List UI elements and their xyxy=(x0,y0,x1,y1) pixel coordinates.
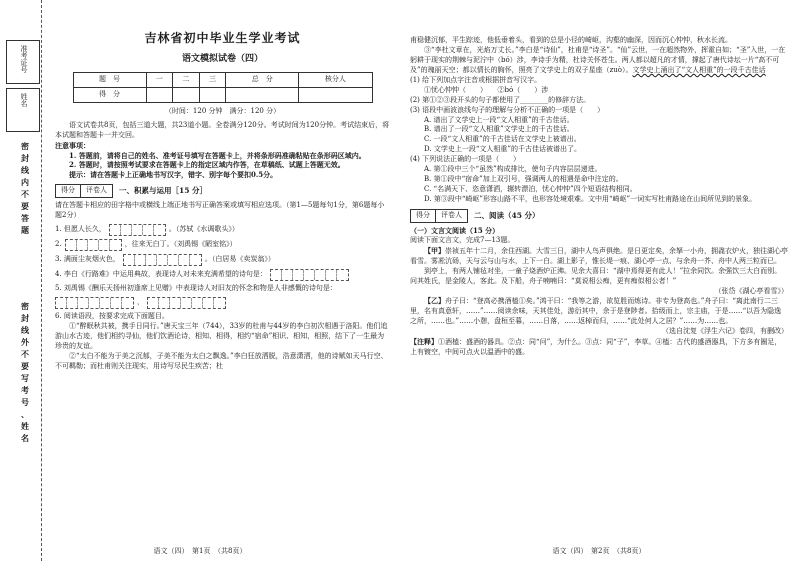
passage-jia-2: 到亭上，有两人铺毡对坐，一童子烧酒炉正沸。见余大喜曰：“湖中焉得更有此人！”拉余同饮。余强饮三大白而别。问其姓氏，是金陵人，客此。及下船，舟子喃喃曰：“莫说相公痴，更有痴似相公者！” xyxy=(410,266,782,285)
score-header-cell: 三 xyxy=(199,72,226,87)
answer-grid[interactable] xyxy=(123,254,202,266)
score-cell[interactable] xyxy=(146,87,173,102)
answer-grid[interactable] xyxy=(55,297,134,309)
score-cell[interactable] xyxy=(299,87,372,102)
question-text: 1. 但愿人长久， xyxy=(55,225,106,234)
notes-label: 【注释】 xyxy=(410,337,438,347)
section-2-header xyxy=(410,209,788,223)
exam-id-box xyxy=(6,40,40,84)
option-b[interactable]: B. 第①段中“宿命”加上双引号，强调两人的相遇是命中注定的。 xyxy=(424,175,623,184)
passage-text: 舟子曰：“登高必携酒榼①矣。”鸿干曰：“我等之游，欲览胜而炼诗。非专为登高也。”舟子曰：“离此南行二三里，名有真意轩，……”……阅读余味，天其佳处，游衍其中，余于是登陟者。拾级而上，宗主庙，于是……“以吾为隐逸之所，……也。”……小憩，盘桓至暮，……日落，……返棹而归，……“此处何人之居？”……为……也。 xyxy=(410,297,782,326)
exam-time: （时间：120 分钟 满分：120 分） xyxy=(164,106,281,115)
passage-source: （张岱《湖心亭看雪》） xyxy=(714,286,788,295)
notice-title: 注意事项： xyxy=(55,140,90,150)
passage-yi xyxy=(410,296,788,327)
question-6-4: (4) 下列说法正确的一项是（ ） xyxy=(410,155,521,164)
exam-subtitle: 语文模拟试卷（四） xyxy=(181,54,263,65)
question-text: 4. 李白《行路难》中运用典故，表现诗人对未来充满希望的诗句是： xyxy=(55,270,267,279)
score-header-cell: 总 分 xyxy=(226,72,299,87)
passage-para-2-cont: 甫稳健沉郁，平生踪迹，他低垂着头，看到的总是小径的崎岖，沟壑的幽深，因而沉心忡忡，秋水长流。 xyxy=(410,36,732,44)
question-source: 。（白居易《卖炭翁》） xyxy=(204,255,275,264)
section-1-title: 一、积累与运用［15 分］ xyxy=(119,186,208,195)
section-1-desc: 请在答题卡相应的田字格中或横线上端正地书写正确答案或填写相应选项。（第1—5题每句1分，第6题每小题2分） xyxy=(55,201,385,220)
passage-para-3 xyxy=(410,46,788,76)
score-header-cell: 一 xyxy=(146,72,173,87)
score-row-label: 得 分 xyxy=(73,87,146,102)
passage-para-1: ①“醉眠秋共被，携手日同行。”唐天宝三年（744），33岁的杜甫与44岁的李白初次相遇于洛阳。他们追游山水古迹，他们相约寻仙，他们饮酒论诗，相知、相得，相约“宿命”相识、相知，相照，结下了一生最为珍贵的友谊。 xyxy=(55,322,388,350)
passage-para-2: ②“太白不能为于美之沉郁，子美不能为太白之飘逸。”李白狂放洒脱，浩意潇洒，他的诗赋如天马行空、不可羁勒；而杜甫则关注现实，用诗写尽民生疾苦；杜 xyxy=(55,351,388,370)
score-table xyxy=(73,72,373,103)
score-header-cell: 核分人 xyxy=(299,72,372,87)
question-text: 3. 满面尘灰烟火色， xyxy=(55,255,120,264)
passage-jia xyxy=(410,246,788,267)
subsection-desc: 阅读下面文言文，完成7—13题。 xyxy=(410,235,515,244)
question-3 xyxy=(55,254,390,266)
notice-item: 2. 答题时，请按照考试要求在答题卡上的指定区域内作答，在草稿纸、试题上答题无效。 xyxy=(69,160,345,170)
question-6-1-items: ①忧心忡忡（ ） ②bó（ ）涉 xyxy=(424,85,549,94)
exam-id-label: 准考证号 xyxy=(19,45,28,73)
score-cell[interactable] xyxy=(199,87,226,102)
score-header-cell: 题 号 xyxy=(73,72,146,87)
passage-label: 【乙】 xyxy=(424,296,445,306)
answer-grid[interactable] xyxy=(147,297,226,309)
score-box-label: 得分 xyxy=(411,210,436,222)
option-a[interactable]: A. 第①段中三个“虽然”构成排比，使句子内容层层递进。 xyxy=(424,165,602,174)
question-6-2: (2) 第①②③段开头的句子都使用了________的修辞方法。 xyxy=(410,95,591,104)
grader-box xyxy=(55,184,113,198)
notes-text: ①酒榼：盛酒的器具。②点：同“问”，为什么。③点：同“子”，李草。④榼：古代的盛酒器具，下方多有圈足，上有镀空，中间可点火以温酒中的盛。 xyxy=(410,338,782,357)
name-label: 姓名 xyxy=(19,93,28,107)
score-cell[interactable] xyxy=(173,87,200,102)
question-source: 。（苏轼《水调歌头》） xyxy=(168,225,239,234)
left-content xyxy=(55,30,390,372)
name-box xyxy=(6,88,40,132)
wavy-sentence: 文学史上涌出了“文人相重”的一段千古佳话 xyxy=(632,65,766,74)
option-d[interactable]: D. 文学史上一段“文人相重”的千古佳话被谱出了。 xyxy=(424,145,581,154)
option-c[interactable]: C. “名满天下、恣意潇洒，辗转漂泊，忧心忡忡”四个短语结构相同。 xyxy=(424,185,637,194)
seal-line xyxy=(41,0,42,561)
grader-box-label: 评卷人 xyxy=(441,210,462,219)
question-6: 6. 阅读语段，按要求完成下面题目。 xyxy=(55,312,169,321)
notice-item: 1. 答题前，请将自己的姓名、准考证号填写在答题卡上，并将条形码准确粘贴在条形码区域内。 xyxy=(69,150,366,160)
question-text: ，往来无白丁。（刘禹锡《陋室铭》） xyxy=(124,240,237,249)
seal-warning-inner: 密 封 线 内 不 要 答 题 xyxy=(21,141,29,235)
section-1-header xyxy=(55,184,390,198)
question-6-3: (3) 语段中画波浪线句子的理解与分析不正确的一项是（ ） xyxy=(410,105,605,114)
notes xyxy=(410,337,788,358)
right-content xyxy=(410,36,788,358)
passage-text: ③“李杜文章在，光焰万丈长。”李白是“诗仙”，杜甫是“诗圣”。“仙”云世，一在超然物外，挥霍自如；“圣”入世，一在躬耕于现实的荆棘与泥泞中（bó）涉，李诗手为精，杜诗关怀苍生。两人都以超凡的才情，撑起了唐代诗坛一片“高不可及”的瑰丽天空；都以情长的胸怀，照亮了文学史上的双子星座（zuò）。 xyxy=(410,45,786,74)
question-5-grid: ， xyxy=(55,297,390,309)
option-c[interactable]: C. 一段“文人相重”的千古佳话在文学史上被谱出。 xyxy=(424,135,581,144)
question-4 xyxy=(55,269,390,281)
seal-warning-outer: 密 封 线 外 不 要 写 考 号 、 姓 名 xyxy=(21,301,29,443)
score-cell[interactable] xyxy=(226,87,299,102)
question-1 xyxy=(55,224,390,236)
grader-box-label: 评卷人 xyxy=(86,186,107,195)
section-2-title: 二、阅读（45 分） xyxy=(474,210,540,220)
answer-grid[interactable] xyxy=(270,269,349,281)
option-a[interactable]: A. 谱出了文学史上一段“文人相重”的千古佳话。 xyxy=(424,115,574,124)
score-box-label: 得分 xyxy=(56,185,81,197)
answer-grid[interactable] xyxy=(65,239,122,251)
exam-title: 吉林省初中毕业生学业考试 xyxy=(144,31,301,45)
question-6-1: (1) 给下列加点字注音或根据拼音写汉字。 xyxy=(410,75,542,84)
hint: 提示：请在答题卡上正确地书写汉字，错字、别字每个要扣0.5分。 xyxy=(69,170,278,180)
passage-label: 【甲】 xyxy=(424,245,445,255)
option-d[interactable]: D. 第③段中“崎岖”形容山路不平，也形容处境艰难。文中用“崎岖”一词实写杜甫路途在山间所见到的景象。 xyxy=(424,195,757,203)
passage-text: 崇祯五年十二月，余住西湖。大雪三日，湖中人鸟声俱绝。是日更定矣，余拏一小舟，拥毳衣炉火，独往湖心亭看雪。雾凇沆砀，天与云与山与水，上下一白。湖上影子，惟长堤一痕、湖心亭一点、与余舟一芥、舟中人两三粒而已。 xyxy=(410,246,788,265)
page-footer: 语文（四） 第1页 （共8页） xyxy=(153,547,247,556)
answer-grid[interactable] xyxy=(109,224,166,236)
page-footer: 语文（四） 第2页 （共8页） xyxy=(552,547,646,556)
subsection-title: （一）文言文阅读（15 分） xyxy=(410,225,500,235)
option-b[interactable]: B. 谱出了一段“文人相重”文学史上的千古佳话。 xyxy=(424,125,574,134)
score-header-cell: 二 xyxy=(173,72,200,87)
question-5: 5. 刘禹锡《酬乐天扬州初逢席上见赠》中表现诗人对旧友的怀念和物是人非感慨的诗句是： xyxy=(55,284,337,293)
grader-box xyxy=(410,209,468,223)
question-2: 2. ，往来无白丁。（刘禹锡《陋室铭》） xyxy=(55,239,390,251)
right-page xyxy=(404,0,794,561)
binding-margin xyxy=(0,0,44,561)
exam-intro: 语文试卷共8页，包括三道大题，共23道小题。全卷满分120分。考试时间为120分钟。考试结束后，将本试题和答题卡一并交回。 xyxy=(55,120,390,139)
passage-source: （选自沈复《浮生六记》卷四，有删改） xyxy=(662,327,788,336)
